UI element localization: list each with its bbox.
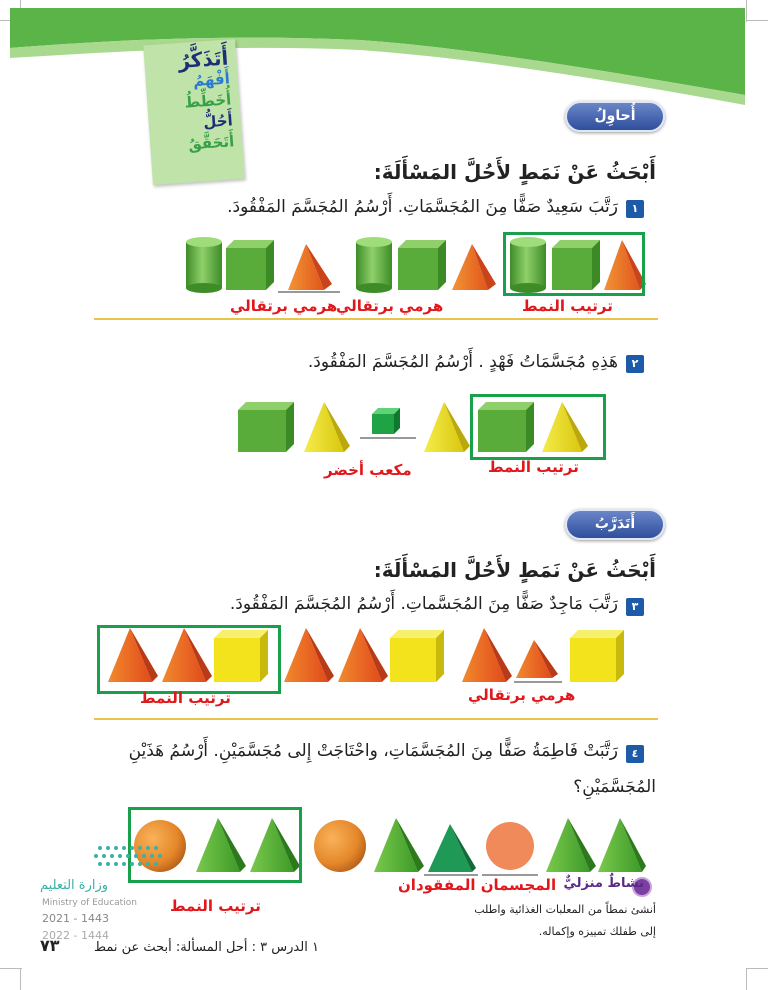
- pattern-highlight-box: [503, 232, 645, 296]
- step-plan: أُخَطِّطُ: [184, 90, 232, 112]
- small-cube: [372, 408, 400, 434]
- crop-mark: [0, 968, 22, 969]
- home-activity-line1: أنشئ نمطاً من المعلبات الغذائية واطلب: [474, 903, 656, 916]
- lesson-footer: ١ الدرس ٣ : أحل المسألة: أبحث عن نمط: [94, 940, 319, 955]
- cube: [238, 402, 294, 452]
- green-pyramid: [546, 818, 596, 872]
- divider: [94, 318, 658, 320]
- steps-title: أَتَذَكَّرُ: [177, 45, 230, 73]
- question-text: هَذِهِ مُجَسَّمَاتُ فَهْدٍ . أَرْسُمُ المُجَسَّمَ المَفْقُودَ.: [307, 352, 618, 372]
- pattern-note: ترتيب النمط: [140, 689, 231, 707]
- step-check: أَتَحَقَّقُ: [187, 132, 235, 154]
- section-try-label: أُحاوِلُ: [565, 101, 665, 132]
- question-text: رَتَّبَتْ فَاطِمَةُ صَفًّا مِنَ المُجَسَّمَاتِ، واحْتَاجَتْ إِلى مُجَسَّمَيْنِ. أَرْسُمُ هَذَيْنِ: [128, 741, 618, 761]
- orange-pyramid: [462, 628, 512, 682]
- orange-pyramid: [516, 640, 558, 678]
- home-activity-label: نشاطٌ منزليٌّ: [563, 876, 644, 891]
- answer-note: المجسمان المفقودان: [398, 876, 557, 894]
- pattern-note: ترتيب النمط: [170, 897, 261, 915]
- step-understand: أَفْهَمُ: [192, 69, 231, 90]
- divider: [94, 718, 658, 720]
- answer-note-repeat: هرمي برتقالي: [336, 297, 444, 315]
- crop-mark: [746, 968, 747, 990]
- cylinder: [186, 237, 222, 293]
- steps-card: [143, 39, 245, 185]
- pattern-highlight-box: [470, 394, 606, 460]
- section-heading: أَبْحَثُ عَنْ نَمَطٍ لأَحُلَّ المَسْأَلَةَ:: [373, 558, 656, 582]
- question-number: ٤: [626, 745, 644, 763]
- ministry-name-ar: وزارة التعليم: [40, 878, 109, 893]
- pattern-note: ترتيب النمط: [488, 458, 579, 476]
- edition-year: 2021 - 1443: [42, 912, 109, 925]
- yellow-pyramid: [424, 402, 470, 452]
- question-text: رَتَّبَ مَاجِدٌ صَفًّا مِنَ المُجَسَّماتِ. أَرْسُمُ المُجَسَّمَ المَفْقُودَ.: [229, 594, 618, 614]
- section-heading: أَبْحَثُ عَنْ نَمَطٍ لأَحُلَّ المَسْأَلَةَ:: [373, 160, 656, 184]
- ministry-name-en: Ministry of Education: [42, 898, 137, 908]
- orange-pyramid: [284, 628, 334, 682]
- question-number: ٢: [626, 355, 644, 373]
- orange-pyramid: [288, 244, 332, 290]
- question-number: ١: [626, 200, 644, 218]
- yellow-cube: [570, 630, 624, 682]
- crop-mark: [746, 968, 768, 969]
- orange-pyramid: [338, 628, 388, 682]
- header-banner: [0, 0, 768, 110]
- section-practice-label: أَتَدَرَّبُ: [565, 509, 665, 540]
- orange-sphere: [314, 820, 366, 872]
- dark-green-pyramid: [428, 824, 476, 872]
- question-text: رَتَّبَ سَعِيدٌ صَفًّا مِنَ المُجَسَّمَاتِ. أَرْسُمُ المُجَسَّمَ المَفْقُودَ.: [227, 197, 618, 217]
- question-number: ٣: [626, 598, 644, 616]
- edition-year-2: 2022 - 1444: [42, 929, 109, 942]
- step-solve: أَحُلُّ: [202, 111, 234, 132]
- answer-note: مكعب أخضر: [324, 461, 412, 479]
- yellow-pyramid: [304, 402, 350, 452]
- question-text-continued: المُجَسَّمَيْنِ؟: [573, 777, 656, 797]
- yellow-cube: [390, 630, 444, 682]
- ministry-logo-icon: [92, 842, 178, 880]
- answer-note: هرمي برتقالي: [468, 686, 576, 704]
- home-activity-line2: إلى طفلك تمييزه وإكماله.: [538, 925, 656, 938]
- cylinder: [356, 237, 392, 293]
- answer-note: هرمي برتقالي: [230, 297, 338, 315]
- orange-pyramid: [452, 244, 496, 290]
- cube: [398, 240, 446, 290]
- steps-list: [177, 45, 235, 156]
- cube: [226, 240, 274, 290]
- crop-mark: [20, 968, 21, 990]
- page-number: ٧٣: [40, 936, 60, 955]
- green-pyramid: [598, 818, 646, 872]
- pattern-note: ترتيب النمط: [522, 297, 613, 315]
- orange-sphere: [486, 822, 534, 870]
- green-pyramid: [374, 818, 424, 872]
- pattern-highlight-box: [97, 625, 281, 694]
